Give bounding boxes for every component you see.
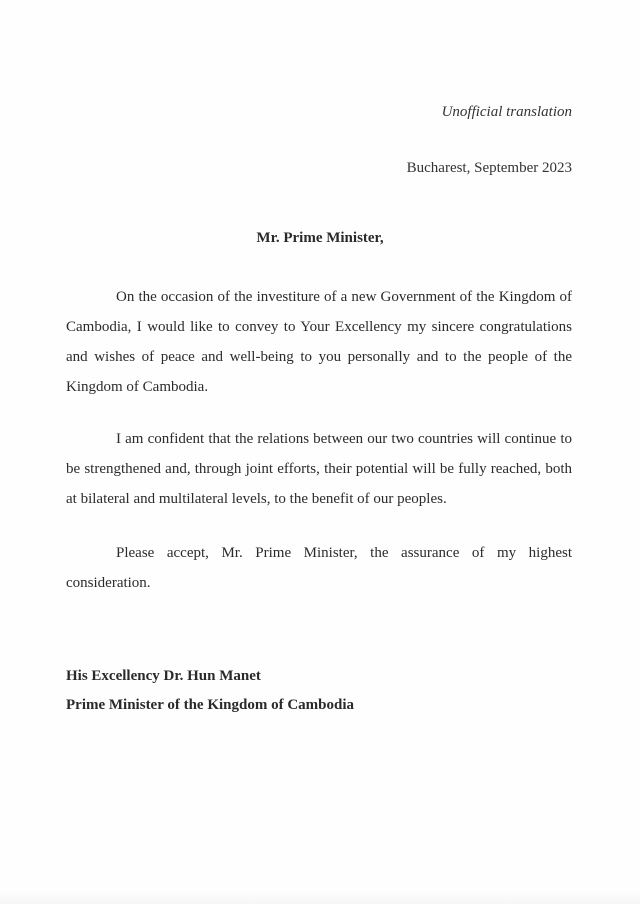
translation-note: Unofficial translation <box>441 104 572 120</box>
body-paragraph-closing: Please accept, Mr. Prime Minister, the assurance of my highest consideration. <box>66 545 572 591</box>
scan-edge-shadow <box>0 890 640 904</box>
addressee-name: His Excellency Dr. Hun Manet <box>66 668 261 684</box>
place-date: Bucharest, September 2023 <box>406 160 572 176</box>
body-paragraph-relations: I am confident that the relations between our two countries will continue to be strengthened and, through joint efforts, their potential will be fully reached, both at bilateral and multilateral levels, to the benefit of our peoples. <box>66 431 572 507</box>
salutation: Mr. Prime Minister, <box>256 230 384 246</box>
body-paragraph-congratulations: On the occasion of the investiture of a new Government of the Kingdom of Cambodia, I would like to convey to Your Excellency my sincere congratulations and wishes of peace and well-being to you personally and to the people of the Kingdom of Cambodia. <box>66 289 572 395</box>
addressee-title: Prime Minister of the Kingdom of Cambodia <box>66 697 355 713</box>
addressee-block <box>66 662 354 720</box>
